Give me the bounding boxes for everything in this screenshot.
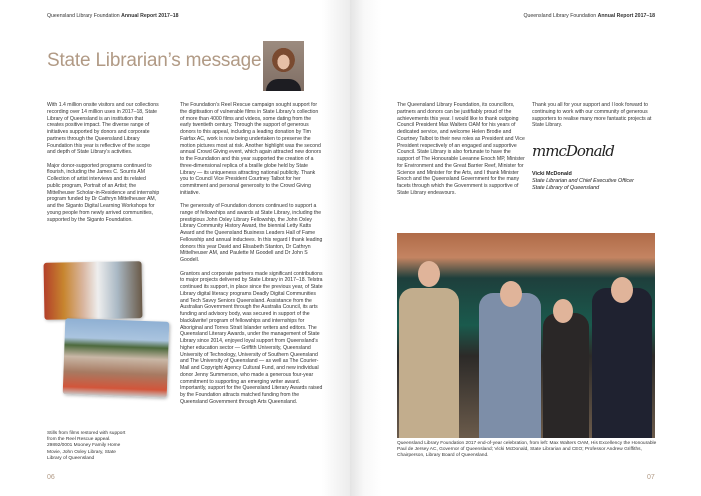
paragraph: The Queensland Library Foundation, its councillors, partners and donors can be justifiably proud of the achievements this year. I would like to thank outgoing Council President Max Walters OAM for his years of dedicated service, and welcome Helen Brodie and Courtney Talbot to their new roles as President and Vice President respectively of an engaged and supportive Council. State Library is also fortunate to have the support of The Honourable Leeanne Enoch MP, Minister for Environment and the Great Barrier Reef, Minister for Science and Minister for the Arts, and I thank Minister Enoch and the Queensland Government for the many facets through which the Government is supportive of State Library endeavours. <box>397 102 525 196</box>
header-report: Annual Report 2017–18 <box>597 13 655 19</box>
paragraph: The Foundation’s Reel Rescue campaign sought support for the digitisation of vulnerable films in State Library’s collection of more than 4000 films and videos, some dating from the early twentieth century. Through the support of generous donors to this appeal, including a leading donation by Tim Fairfax AC, work is now being undertaken to preserve the motion pictures most at risk. Another highlight was the second annual Crowd Giving event, which again attracted new donors to the Foundation and this year supported the creation of a three-dimensional replica of a braille globe held by State Library — its uniqueness attracting national publicity. Thank you to Council Vice President Courtney Talbot for her commitment and personal generosity to the Crowd Giving initiative. <box>180 102 322 196</box>
page-title: State Librarian’s message <box>47 50 262 71</box>
head <box>611 277 633 303</box>
signatory-role: State Librarian and Chief Executive Officer <box>532 177 634 184</box>
text-column-1 <box>47 102 160 230</box>
film-still-children <box>63 318 170 398</box>
person <box>399 288 459 438</box>
person <box>592 288 652 438</box>
left-page <box>0 0 350 496</box>
text-column-2 <box>532 102 658 136</box>
paragraph: Thank you all for your support and I look forward to continuing to work with our community of generous supporters to realise many more fantastic projects at State Library. <box>532 102 652 129</box>
photo-caption: Queensland Library Foundation 2017 end-of-year celebration, from left: Max Walters OAM, His Excellency the Honourable Paul de Jersey AC, Governor of Queensland; Vicki McDonald, State Librarian and CEO; Professor Andrew Griffiths, Chairperson, Library Board of Queensland. <box>397 441 657 459</box>
header-org: Queensland Library Foundation <box>523 13 597 19</box>
header-org: Queensland Library Foundation <box>47 13 120 19</box>
signatory-org: State Library of Queensland <box>532 184 600 191</box>
running-header <box>47 13 179 19</box>
head <box>418 261 440 287</box>
paragraph: Grantors and corporate partners made significant contributions to major projects delivered by State Library in 2017–18. Telstra continued its support, in place since the previous year, of State Library digital literacy programs Deadly Digital Communities and Tech Savvy Seniors Queensland. Assistance from the Australian Government through the Australia Council, its arts funding and advisory body, was secured in support of the black&write! program of fellowships and internships for Aboriginal and Torres Strait Islander writers and editors. The Queensland Literary Awards, under the management of State Library since 2014, enjoyed loyal support from Queensland’s higher education sector — Griffith University, Queensland University of Technology, University of Southern Queensland and The University of Queensland — as well as The Courier-Mail and Copyright Agency Cultural Fund, and new individual donor Jenny Summerson, who made a generous four-year commitment to supporting an emerging writer award. Importantly, support for the Queensland Literary Awards raised by the Foundation attracts matched funding from the Queensland Government through Arts Queensland. <box>180 270 323 405</box>
person <box>479 293 541 438</box>
right-page <box>350 0 701 496</box>
head <box>500 281 522 307</box>
header-report: Annual Report 2017–18 <box>121 13 179 19</box>
signatory-block <box>532 171 634 191</box>
film-still-carousel <box>44 261 143 320</box>
signatory-name: Vicki McDonald <box>532 171 572 177</box>
group-photo <box>397 233 655 438</box>
paragraph: Major donor-supported programs continued to flourish, including the James C. Sourris AM Collection of artist interviews and its related public program, Portrait of an Artist; the Mittelheuser Scholar-in-Residence and internship program funded by Dr Cathryn Mittelheuser AM, and the Siganto Digital Learning Workshops for young people from newly arrived communities, supported by the Siganto Foundation. <box>47 162 160 223</box>
photo-caption: Stills from films restored with support from the Reel Rescue appeal. 29892/0001 Mooney Family Home Movie, John Oxley Library, State Library of Queensland <box>47 431 126 461</box>
paragraph: The generosity of Foundation donors continued to support a range of fellowships and awards at State Library, including the prestigious John Oxley Library Fellowship, the John Oxley Library Community History Award, the biennial Letty Katts Award and the Queensland Business Leaders Hall of Fame Fellowship and annual inductees. In this regard I thank leading donors this year David and Elisabeth Stanton, Dr Cathryn Mittelheuser AM, and Paulette M Goodell and Dr John S Goodell. <box>180 203 323 264</box>
running-header <box>523 13 655 19</box>
person <box>543 313 589 438</box>
head <box>553 299 573 323</box>
page-number: 06 <box>47 474 55 481</box>
paragraph: With 1.4 million onsite visitors and our collections recording over 14 million uses in 2017–18, State Library of Queensland is an institution that creates positive impact. The diverse range of initiatives supported by donors and corporate partners through the Queensland Library Foundation this year is reflective of the scope and depth of State Library’s activities. <box>47 102 159 156</box>
signature: mmcDonald <box>532 142 614 160</box>
page-number: 07 <box>647 474 655 481</box>
text-column-1 <box>397 102 525 203</box>
portrait-photo <box>263 41 304 91</box>
text-column-2 <box>180 102 323 412</box>
